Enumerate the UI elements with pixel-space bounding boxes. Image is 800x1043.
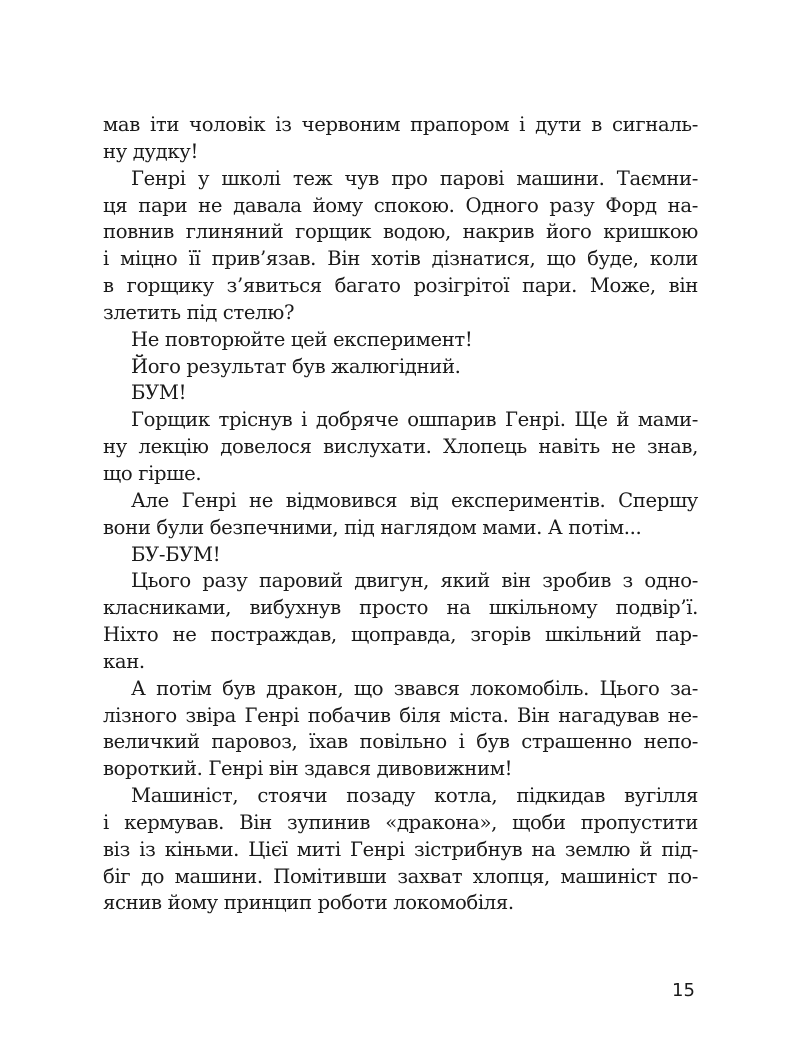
text-line: Але Генрі не відмовився від експериментів. Спершу (131, 488, 698, 512)
page-number: 15 (672, 980, 695, 1001)
text-line: і кермував. Він зупинив «дракона», щоби пропустити (103, 810, 698, 834)
text-line: кан. (103, 649, 145, 673)
text-line: віз із кіньми. Цієї миті Генрі зістрибнув на землю й під- (103, 837, 698, 861)
text-line: біг до машини. Помітивши захват хлопця, машиніст по- (103, 864, 698, 888)
text-line: ну дудку! (103, 139, 198, 163)
text-line: величкий паровоз, їхав повільно і був страшенно непо- (103, 730, 698, 754)
text-line: і міцно її прив’язав. Він хотів дізнатися, що буде, коли (103, 247, 698, 271)
text-line: Горщик тріснув і добряче ошпарив Генрі. Ще й мами- (131, 408, 698, 432)
text-line: БУ-БУМ! (131, 542, 221, 566)
text-line: Ніхто не постраждав, щоправда, згорів шкільний пар- (103, 623, 698, 647)
text-line: яснив йому принцип роботи локомобіля. (103, 891, 514, 915)
text-line: ну лекцію довелося вислухати. Хлопець навіть не знав, (103, 435, 698, 459)
text-line: вороткий. Генрі він здався дивовижним! (103, 757, 513, 781)
text-line: Не повторюйте цей експеримент! (131, 327, 473, 351)
text-line: Генрі у школі теж чув про парові машини. Таємни- (131, 166, 698, 190)
text-line: злетить під стелю? (103, 300, 295, 324)
text-line: вони були безпечними, під наглядом мами. А потім... (103, 515, 642, 539)
text-line: класниками, вибухнув просто на шкільному подвір’ї. (103, 596, 698, 620)
text-line: в горщику з’явиться багато розігрітої пари. Може, він (103, 274, 698, 298)
text-line: А потім був дракон, що звався локомобіль. Цього за- (131, 676, 698, 700)
text-line: що гірше. (103, 461, 202, 485)
text-line: мав іти чоловік із червоним прапором і дути в сигналь- (103, 113, 698, 136)
text-line: БУМ! (131, 381, 187, 405)
text-line: Машиніст, стоячи позаду котла, підкидав вугілля (131, 784, 698, 808)
text-line: Цього разу паровий двигун, який він зробив з одно- (131, 569, 698, 593)
text-line: ця пари не давала йому спокою. Одного разу Форд на- (103, 193, 698, 217)
text-line: лізного звіра Генрі побачив біля міста. Він нагадував не- (103, 703, 698, 727)
page-body-text (103, 112, 698, 917)
text-line: повнив глиняний горщик водою, накрив його кришкою (103, 220, 698, 244)
text-line: Його результат був жалюгідний. (131, 354, 461, 378)
